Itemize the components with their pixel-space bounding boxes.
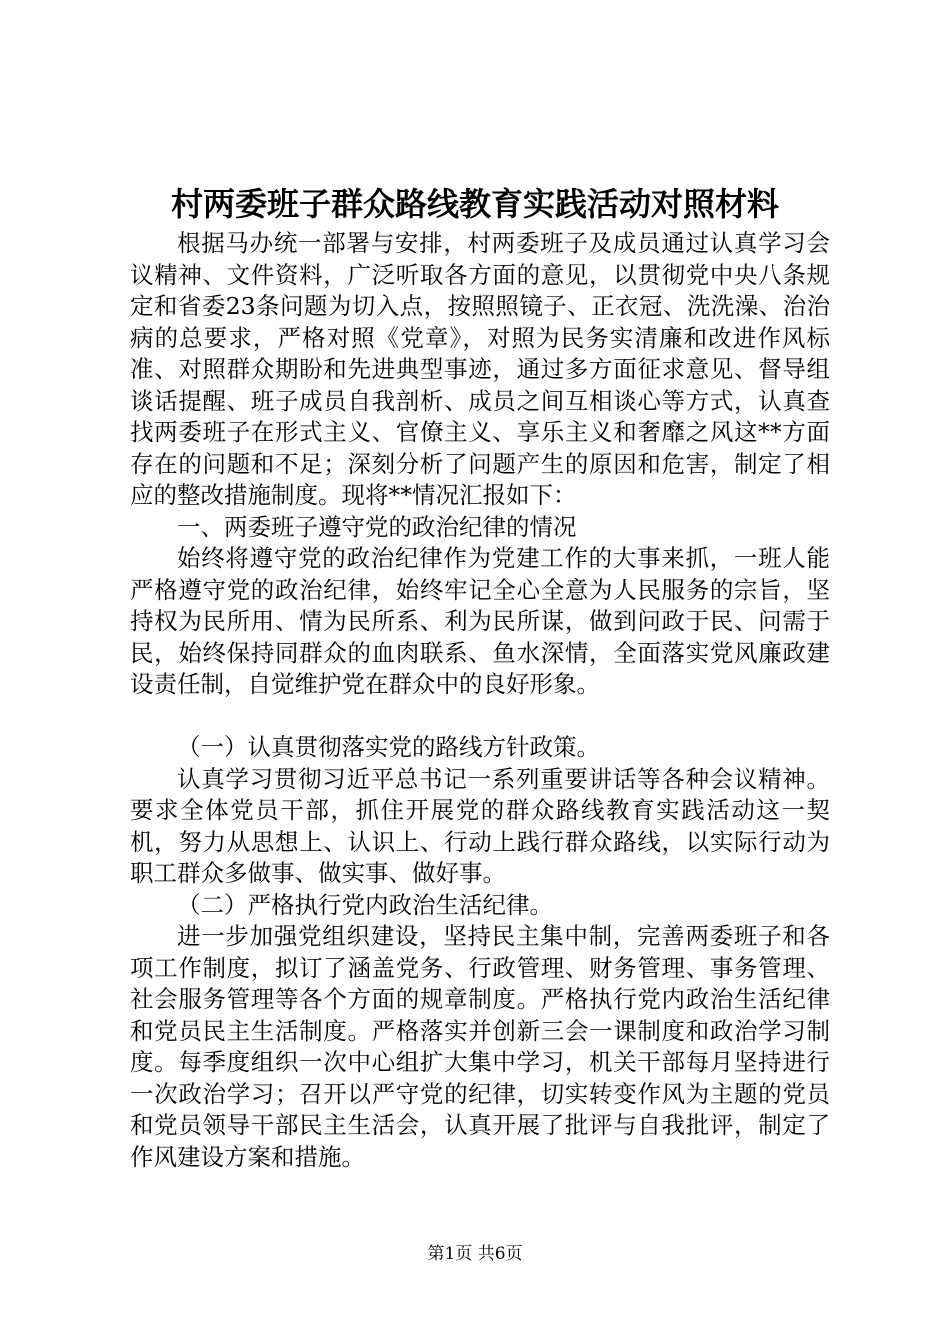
page-footer: 第1页 共6页 xyxy=(427,1244,523,1264)
paragraph-gap xyxy=(130,701,830,733)
section1-paragraph: 始终将遵守党的政治纪律作为党建工作的大事来抓，一班人能严格遵守党的政治纪律，始终牢记全心全意为人民服务的宗旨，坚持权为民所用、情为民所系、利为民所谋，做到问政于民、问需于民，始终保持同群众的血肉联系、鱼水深情，全面落实党风廉政建设责任制，自觉维护党在群众中的良好形象。 xyxy=(130,544,830,698)
sub1-heading: （一）认真贯彻落实党的路线方针政策。 xyxy=(177,733,600,761)
document-title: 村两委班子群众路线教育实践活动对照材料 xyxy=(170,185,779,223)
sub1-paragraph: 认真学习贯彻习近平总书记一系列重要讲话等各种会议精神。要求全体党员干部，抓住开展党的群众路线教育实践活动这一契机，努力从思想上、认识上、行动上践行群众路线，以实际行动为职工群众多做事、做实事、做好事。 xyxy=(130,764,830,887)
intro-paragraph: 根据马办统一部署与安排，村两委班子及成员通过认真学习会议精神、文件资料，广泛听取各方面的意见，以贯彻党中央八条规定和省委23条问题为切入点，按照照镜子、正衣冠、洗洗澡、治治病的总要求，严格对照《党章》，对照为民务实清廉和改进作风标准、对照群众期盼和先进典型事迹，通过多方面征求意见、督导组谈话提醒、班子成员自我剖析、成员之间互相谈心等方式，认真查找两委班子在形式主义、官僚主义、享乐主义和奢靡之风这**方面存在的问题和不足；深刻分析了问题产生的原因和危害，制定了相应的整改措施制度。现将**情况汇报如下： xyxy=(130,229,830,509)
section1-heading: 一、两委班子遵守党的政治纪律的情况 xyxy=(177,512,577,541)
sub2-paragraph: 进一步加强党组织建设，坚持民主集中制，完善两委班子和各项工作制度，拟订了涵盖党务、行政管理、财务管理、事务管理、社会服务管理等各个方面的规章制度。严格执行党内政治生活纪律和党员民主生活制度。严格落实并创新三会一课制度和政治学习制度。每季度组织一次中心组扩大集中学习，机关干部每月坚持进行一次政治学习；召开以严守党的纪律，切实转变作风为主题的党员和党员领导干部民主生活会，认真开展了批评与自我批评，制定了作风建设方案和措施。 xyxy=(130,922,830,1171)
document-body xyxy=(130,228,830,1173)
sub2-heading: （二）严格执行党内政治生活纪律。 xyxy=(177,890,553,919)
